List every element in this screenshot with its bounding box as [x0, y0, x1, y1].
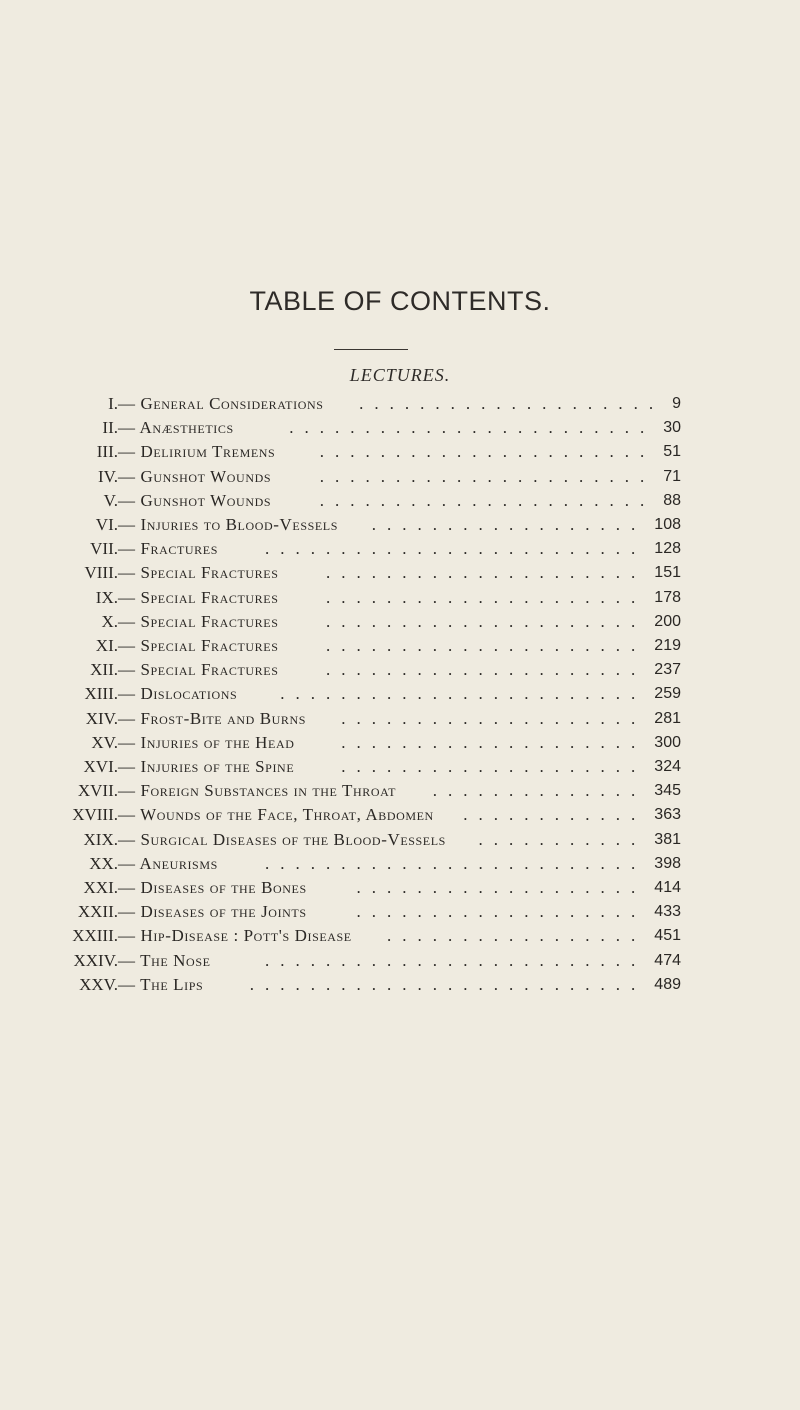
toc-entry-page: 345	[654, 782, 681, 800]
toc-entry-page: 88	[663, 491, 681, 509]
toc-entry-page: 108	[654, 516, 681, 533]
toc-entry	[0, 586, 800, 610]
toc-entry-numeral: XX.	[89, 853, 118, 873]
toc-leader-dots: ........................	[280, 684, 647, 704]
toc-leader-dots: ....................	[341, 757, 647, 776]
toc-leader-dots: ..............	[432, 781, 647, 801]
toc-entry-page: 433	[654, 903, 681, 921]
toc-entry-page: 324	[654, 758, 681, 775]
toc-entry-page: 281	[654, 709, 681, 727]
toc-leader-dots: ........................	[289, 418, 656, 438]
toc-entry-title: — Special Fractures	[118, 563, 279, 583]
toc-entry	[0, 634, 800, 658]
toc-entry-numeral: VIII.	[84, 563, 118, 583]
toc-entry-page: 451	[654, 927, 681, 945]
toc-leader-dots: ....................	[359, 394, 665, 413]
toc-entry	[0, 803, 800, 827]
toc-entry-title: — Injuries of the Head	[118, 732, 295, 752]
toc-entry-title: — Gunshot Wounds	[118, 466, 272, 486]
toc-entry-title: — Gunshot Wounds	[118, 490, 272, 510]
toc-entry	[0, 924, 800, 948]
toc-entry	[0, 465, 800, 489]
toc-entry-title: — Special Fractures	[118, 660, 279, 680]
toc-leader-dots: ......................	[319, 442, 656, 462]
toc-entry-title: — Dislocations	[118, 684, 238, 704]
toc-leader-dots: .....................	[326, 563, 647, 583]
toc-entry-page: 259	[654, 685, 681, 703]
toc-entry-numeral: XVI.	[83, 757, 118, 776]
toc-entry-page: 9	[672, 395, 681, 412]
toc-entry-title: — Aneurisms	[118, 853, 218, 873]
toc-entry	[0, 513, 800, 537]
toc-entry	[0, 658, 800, 682]
toc-leader-dots: ..........................	[249, 974, 647, 994]
toc-entry	[0, 779, 800, 803]
toc-entry-title: — Fractures	[118, 539, 218, 559]
toc-entry-numeral: XVII.	[77, 781, 118, 801]
toc-entry-numeral: X.	[101, 611, 118, 631]
toc-entry-title: — General Considerations	[118, 394, 324, 413]
toc-leader-dots: ....................	[341, 732, 647, 752]
toc-entry-page: 71	[663, 467, 681, 485]
toc-entry-title: — Special Fractures	[118, 636, 279, 655]
toc-entry-page: 381	[654, 830, 681, 848]
toc-leader-dots: .....................	[326, 611, 647, 631]
toc-entry-numeral: XXII.	[77, 902, 118, 922]
toc-entry-page: 363	[654, 806, 681, 824]
toc-leader-dots: ....................	[341, 708, 647, 728]
toc-entry	[0, 489, 800, 513]
toc-leader-dots: .........................	[265, 539, 647, 559]
toc-entry	[0, 416, 800, 440]
toc-entry-numeral: IX.	[95, 587, 118, 607]
toc-entry-page: 414	[654, 879, 681, 896]
toc-leader-dots: .....................	[326, 636, 647, 655]
toc-entry-title: — Hip-Disease : Pott's Disease	[118, 926, 352, 946]
toc-entry-title: — Special Fractures	[118, 611, 279, 631]
toc-entry-title: — The Nose	[118, 950, 211, 970]
toc-entry-page: 489	[654, 975, 681, 993]
toc-entry-page: 151	[654, 564, 681, 582]
toc-entry-numeral: XII.	[90, 660, 118, 680]
toc-entry-page: 51	[663, 443, 681, 461]
toc-entry	[0, 852, 800, 876]
toc-entry	[0, 682, 800, 706]
toc-entry-numeral: XXIV.	[73, 950, 118, 970]
toc-entry	[0, 610, 800, 634]
toc-entry-page: 178	[654, 588, 681, 606]
toc-entry	[0, 949, 800, 973]
toc-leader-dots: ......................	[319, 490, 656, 510]
toc-entry	[0, 876, 800, 900]
toc-entry	[0, 440, 800, 464]
toc-entry-numeral: XIV.	[85, 708, 118, 728]
toc-entry-title: — Injuries of the Spine	[118, 757, 295, 776]
toc-entry-numeral: V.	[103, 490, 118, 510]
toc-entry-numeral: VI.	[95, 515, 118, 534]
toc-entry-title: — Injuries to Blood-Vessels	[118, 515, 339, 534]
toc-leader-dots: ...................	[356, 902, 647, 922]
toc-entry-page: 398	[654, 854, 681, 872]
toc-entry-page: 200	[654, 612, 681, 630]
toc-entry-title: — Frost-Bite and Burns	[118, 708, 307, 728]
toc-entry-numeral: XXIII.	[72, 926, 118, 946]
toc-entry-title: — Wounds of the Face, Throat, Abdomen	[118, 805, 434, 825]
toc-entry-numeral: III.	[96, 442, 118, 462]
toc-entry-numeral: XIX.	[83, 829, 118, 849]
section-heading: LECTURES.	[349, 365, 451, 385]
toc-entry	[0, 561, 800, 585]
toc-entry-title: — Surgical Diseases of the Blood-Vessels	[118, 829, 446, 849]
toc-entry-numeral: XXI.	[83, 878, 118, 897]
toc-entry-page: 237	[654, 661, 681, 679]
toc-entry-page: 128	[654, 540, 681, 558]
toc-entry	[0, 392, 800, 416]
toc-entry	[0, 755, 800, 779]
toc-entry	[0, 537, 800, 561]
toc-leader-dots: ......................	[319, 466, 656, 486]
toc-entry-numeral: XI.	[95, 636, 118, 655]
toc-entry	[0, 731, 800, 755]
toc-entry-page: 300	[654, 733, 681, 751]
page-title: TABLE OF CONTENTS.	[249, 286, 551, 316]
toc-leader-dots: ...........	[478, 829, 647, 849]
toc-entry-page: 219	[654, 637, 681, 654]
toc-leader-dots: .........................	[265, 853, 647, 873]
toc-entry-title: — Special Fractures	[118, 587, 279, 607]
toc-entry-numeral: XXV.	[79, 974, 118, 994]
toc-entry-page: 30	[663, 419, 681, 437]
toc-entry-title: — Delirium Tremens	[118, 442, 276, 462]
toc-entry-numeral: I.	[108, 394, 118, 413]
toc-entry	[0, 900, 800, 924]
toc-leader-dots: ...................	[356, 878, 647, 897]
toc-leader-dots: ............	[463, 805, 647, 825]
toc-leader-dots: .....................	[326, 660, 647, 680]
toc-leader-dots: .....................	[326, 587, 647, 607]
toc-entry-numeral: IV.	[98, 466, 118, 486]
toc-entry-title: — Diseases of the Bones	[118, 878, 307, 897]
toc-entry-title: — Diseases of the Joints	[118, 902, 307, 922]
toc-entry	[0, 828, 800, 852]
toc-leader-dots: .................	[387, 926, 647, 946]
toc-entry-numeral: XVIII.	[72, 805, 118, 825]
toc-entry-numeral: XIII.	[84, 684, 118, 704]
toc-leader-dots: .........................	[265, 950, 647, 970]
toc-entry-page: 474	[654, 951, 681, 969]
toc-entry-title: — The Lips	[118, 974, 204, 994]
toc-entry-numeral: XV.	[91, 732, 118, 752]
toc-entry	[0, 973, 800, 997]
toc-entry-numeral: VII.	[90, 539, 118, 559]
toc-entry-title: — Foreign Substances in the Throat	[118, 781, 397, 801]
toc-leader-dots: ..................	[371, 515, 647, 534]
toc-entry-numeral: II.	[102, 418, 118, 438]
toc-entry	[0, 707, 800, 731]
title-divider	[334, 349, 408, 350]
toc-entry-title: — Anæsthetics	[118, 418, 234, 438]
